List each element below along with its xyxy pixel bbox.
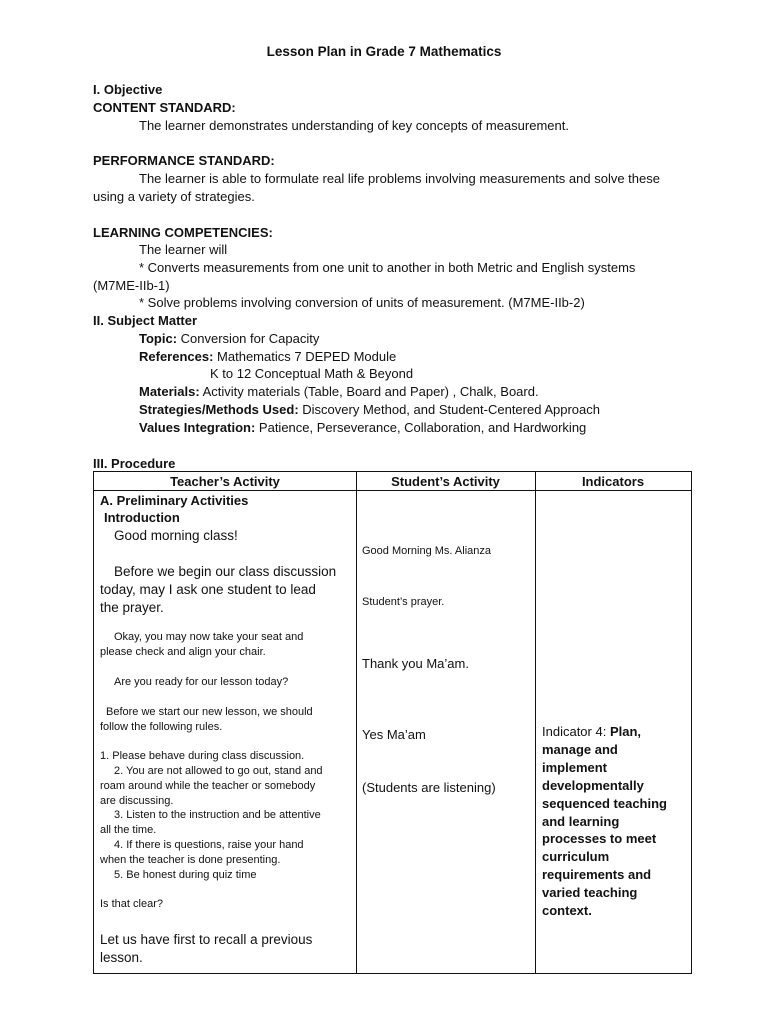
column-header-teacher: Teacher’s Activity (170, 474, 280, 489)
column-header-indicators: Indicators (581, 474, 645, 489)
indicator-text-line8: curriculum (542, 849, 610, 864)
indicator-text-line3: implement (542, 760, 608, 775)
column-header-student: Student’s Activity (391, 474, 500, 489)
teacher-prayer-line2: today, may I ask one student to lead (100, 582, 316, 597)
indicator-text-line7: processes to meet (542, 831, 657, 846)
competency-1-line2: (M7ME-IIb-1) (93, 278, 170, 293)
materials-value: Activity materials (Table, Board and Paper) , Chalk, Board. (199, 384, 539, 399)
performance-standard-label: PERFORMANCE STANDARD: (93, 153, 275, 168)
performance-standard-text-line1: The learner is able to formulate real life problems involving measurements and solve these (139, 171, 660, 186)
procedure-table (93, 471, 692, 974)
objective-heading: I. Objective (93, 82, 163, 97)
values-label: Values Integration: (139, 420, 256, 435)
rule-1: 1. Please behave during class discussion. (100, 750, 305, 762)
student-yes: Yes Ma’am (362, 727, 426, 742)
topic-value: Conversion for Capacity (177, 331, 320, 346)
student-thanks: Thank you Ma’am. (362, 656, 469, 671)
column-divider (535, 472, 536, 973)
teacher-rules-line2: follow the following rules. (100, 721, 223, 733)
topic-line (139, 330, 319, 347)
indicator-text-line1: Plan, (609, 724, 642, 739)
strategies-label: Strategies/Methods Used: (139, 402, 299, 417)
rule-2-line2: roam around while the teacher or somebody (100, 780, 316, 792)
indicator-prefix: Indicator 4: (542, 724, 610, 739)
rule-2-line1: 2. You are not allowed to go out, stand and (114, 765, 323, 777)
teacher-recall-line2: lesson. (100, 950, 143, 965)
references-value: Mathematics 7 DEPED Module (213, 349, 397, 364)
references-line (139, 348, 396, 365)
topic-label: Topic: (139, 331, 178, 346)
references-value-2: K to 12 Conceptual Math & Beyond (210, 366, 414, 381)
teacher-seat-line1: Okay, you may now take your seat and (114, 631, 304, 643)
teacher-clear-question: Is that clear? (100, 898, 163, 910)
teacher-prayer-line3: the prayer. (100, 600, 164, 615)
materials-line (139, 383, 539, 400)
values-value: Patience, Perseverance, Collaboration, and Hardworking (255, 420, 587, 435)
indicator-text-line6: and learning (542, 814, 620, 829)
content-standard-text: The learner demonstrates understanding of key concepts of measurement. (139, 118, 569, 133)
indicator-text-line9: requirements and (542, 867, 652, 882)
competencies-intro: The learner will (139, 242, 228, 257)
student-prayer: Student’s prayer. (362, 596, 445, 608)
strategies-value: Discovery Method, and Student-Centered Approach (298, 402, 600, 417)
student-listening: (Students are listening) (362, 780, 496, 795)
performance-standard-text-line2: using a variety of strategies. (93, 189, 255, 204)
teacher-seat-line2: please check and align your chair. (100, 646, 266, 658)
teacher-ready-question: Are you ready for our lesson today? (114, 676, 289, 688)
content-standard-label: CONTENT STANDARD: (93, 100, 236, 115)
introduction-heading: Introduction (104, 510, 180, 525)
procedure-heading: III. Procedure (93, 456, 176, 471)
indicator-text-line2: manage and (542, 742, 618, 757)
competency-1-line1: * Converts measurements from one unit to another in both Metric and English systems (139, 260, 636, 275)
indicator-text-line5: sequenced teaching (542, 796, 667, 811)
teacher-rules-line1: Before we start our new lesson, we should (106, 706, 313, 718)
document-title: Lesson Plan in Grade 7 Mathematics (266, 44, 502, 59)
teacher-recall-line1: Let us have first to recall a previous (100, 932, 313, 947)
competencies-label: LEARNING COMPETENCIES: (93, 225, 273, 240)
strategies-line (139, 401, 600, 418)
materials-label: Materials: (139, 384, 200, 399)
subject-matter-heading: II. Subject Matter (93, 313, 198, 328)
teacher-prayer-line1: Before we begin our class discussion (114, 564, 337, 579)
rule-3-line1: 3. Listen to the instruction and be attentive (114, 809, 321, 821)
rule-5: 5. Be honest during quiz time (114, 869, 257, 881)
student-greeting-reply: Good Morning Ms. Alianza (362, 545, 492, 557)
indicator-text-line10: varied teaching (542, 885, 638, 900)
rule-2-line3: are discussing. (100, 795, 174, 807)
rule-4-line1: 4. If there is questions, raise your hand (114, 839, 304, 851)
teacher-greeting: Good morning class! (114, 528, 238, 543)
rule-3-line2: all the time. (100, 824, 157, 836)
indicator-line1 (542, 723, 641, 741)
indicator-text-line4: developmentally (542, 778, 644, 793)
indicator-text-line11: context. (542, 903, 592, 918)
rule-4-line2: when the teacher is done presenting. (100, 854, 281, 866)
preliminary-activities-heading: A. Preliminary Activities (100, 493, 249, 508)
column-divider (356, 472, 357, 973)
competency-2: * Solve problems involving conversion of units of measurement. (M7ME-IIb-2) (139, 295, 585, 310)
references-label: References: (139, 349, 214, 364)
values-line (139, 419, 586, 436)
